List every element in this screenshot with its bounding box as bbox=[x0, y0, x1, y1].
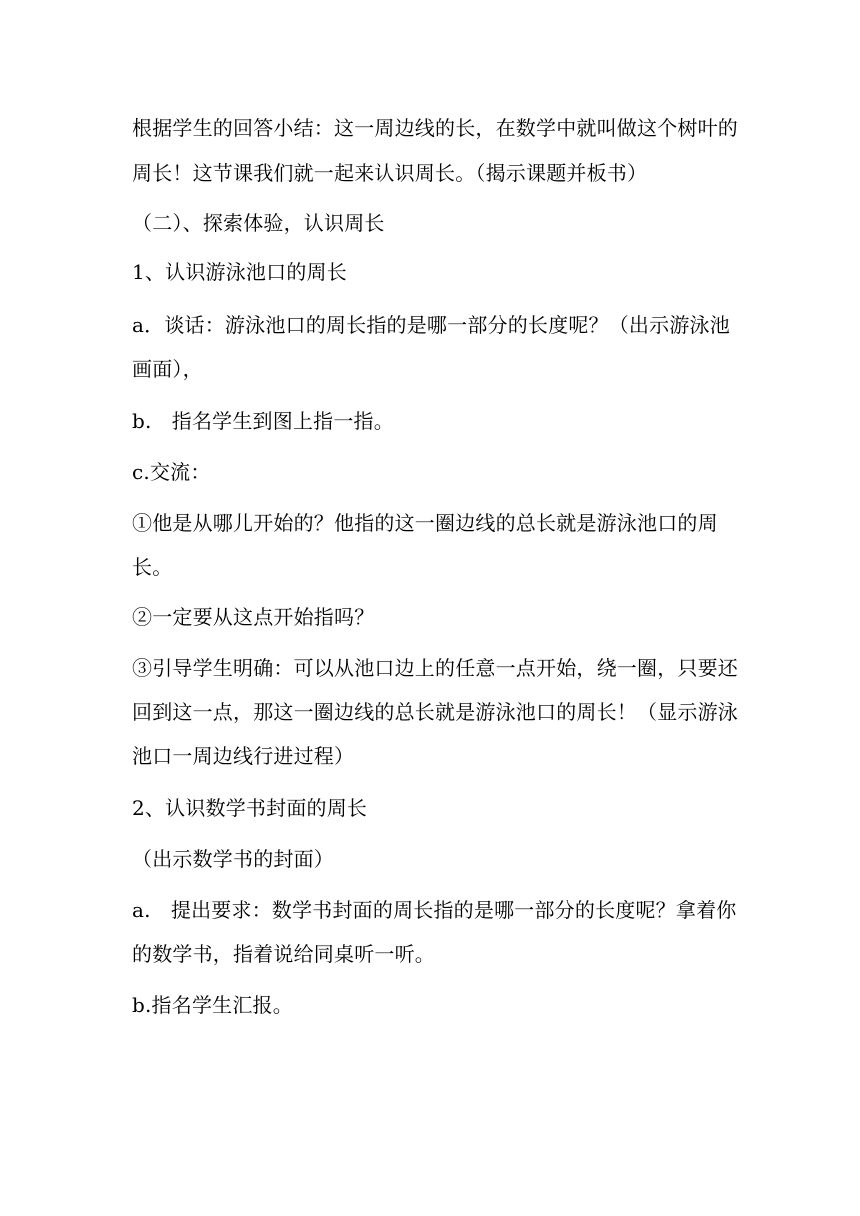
point-1-line-1: ①他是从哪儿开始的？他指的这一圈边线的总长就是游泳池口的周 bbox=[132, 511, 718, 535]
subsection-heading-pool: 1、认识游泳池口的周长 bbox=[132, 260, 347, 284]
book-item-b: b.指名学生汇报。 bbox=[132, 993, 293, 1017]
book-item-a-line-1: a. 提出要求：数学书封面的周长指的是哪一部分的长度呢？拿着你 bbox=[132, 898, 737, 922]
book-item-a-line-2: 的数学书，指着说给同桌听一听。 bbox=[132, 942, 435, 966]
paragraph-summary-line-1: 根据学生的回答小结：这一周边线的长，在数学中就叫做这个树叶的 bbox=[132, 116, 738, 140]
note-show-cover: （出示数学书的封面） bbox=[132, 847, 334, 871]
point-3-line-1: ③引导学生明确：可以从池口边上的任意一点开始，绕一圈，只要还 bbox=[132, 656, 738, 680]
point-2: ②一定要从这点开始指吗？ bbox=[132, 605, 375, 629]
subsection-heading-book-cover: 2、认识数学书封面的周长 bbox=[132, 796, 368, 820]
point-3-line-3: 池口一周边线行进过程） bbox=[132, 744, 355, 768]
point-3-line-2: 回到这一点，那这一圈边线的总长就是游泳池口的周长！（显示游泳 bbox=[132, 700, 738, 724]
item-c: c.交流： bbox=[132, 460, 211, 484]
paragraph-summary-line-2: 周长！这节课我们就一起来认识周长。（揭示课题并板书） bbox=[132, 161, 648, 185]
item-a-line-2: 画面）， bbox=[132, 357, 203, 381]
point-1-line-2: 长。 bbox=[132, 555, 173, 579]
section-heading-explore: （二）、探索体验，认识周长 bbox=[132, 211, 385, 235]
item-a-line-1: a．谈话：游泳池口的周长指的是哪一部分的长度呢？（出示游泳池 bbox=[132, 313, 730, 337]
item-b: b. 指名学生到图上指一指。 bbox=[132, 409, 394, 433]
